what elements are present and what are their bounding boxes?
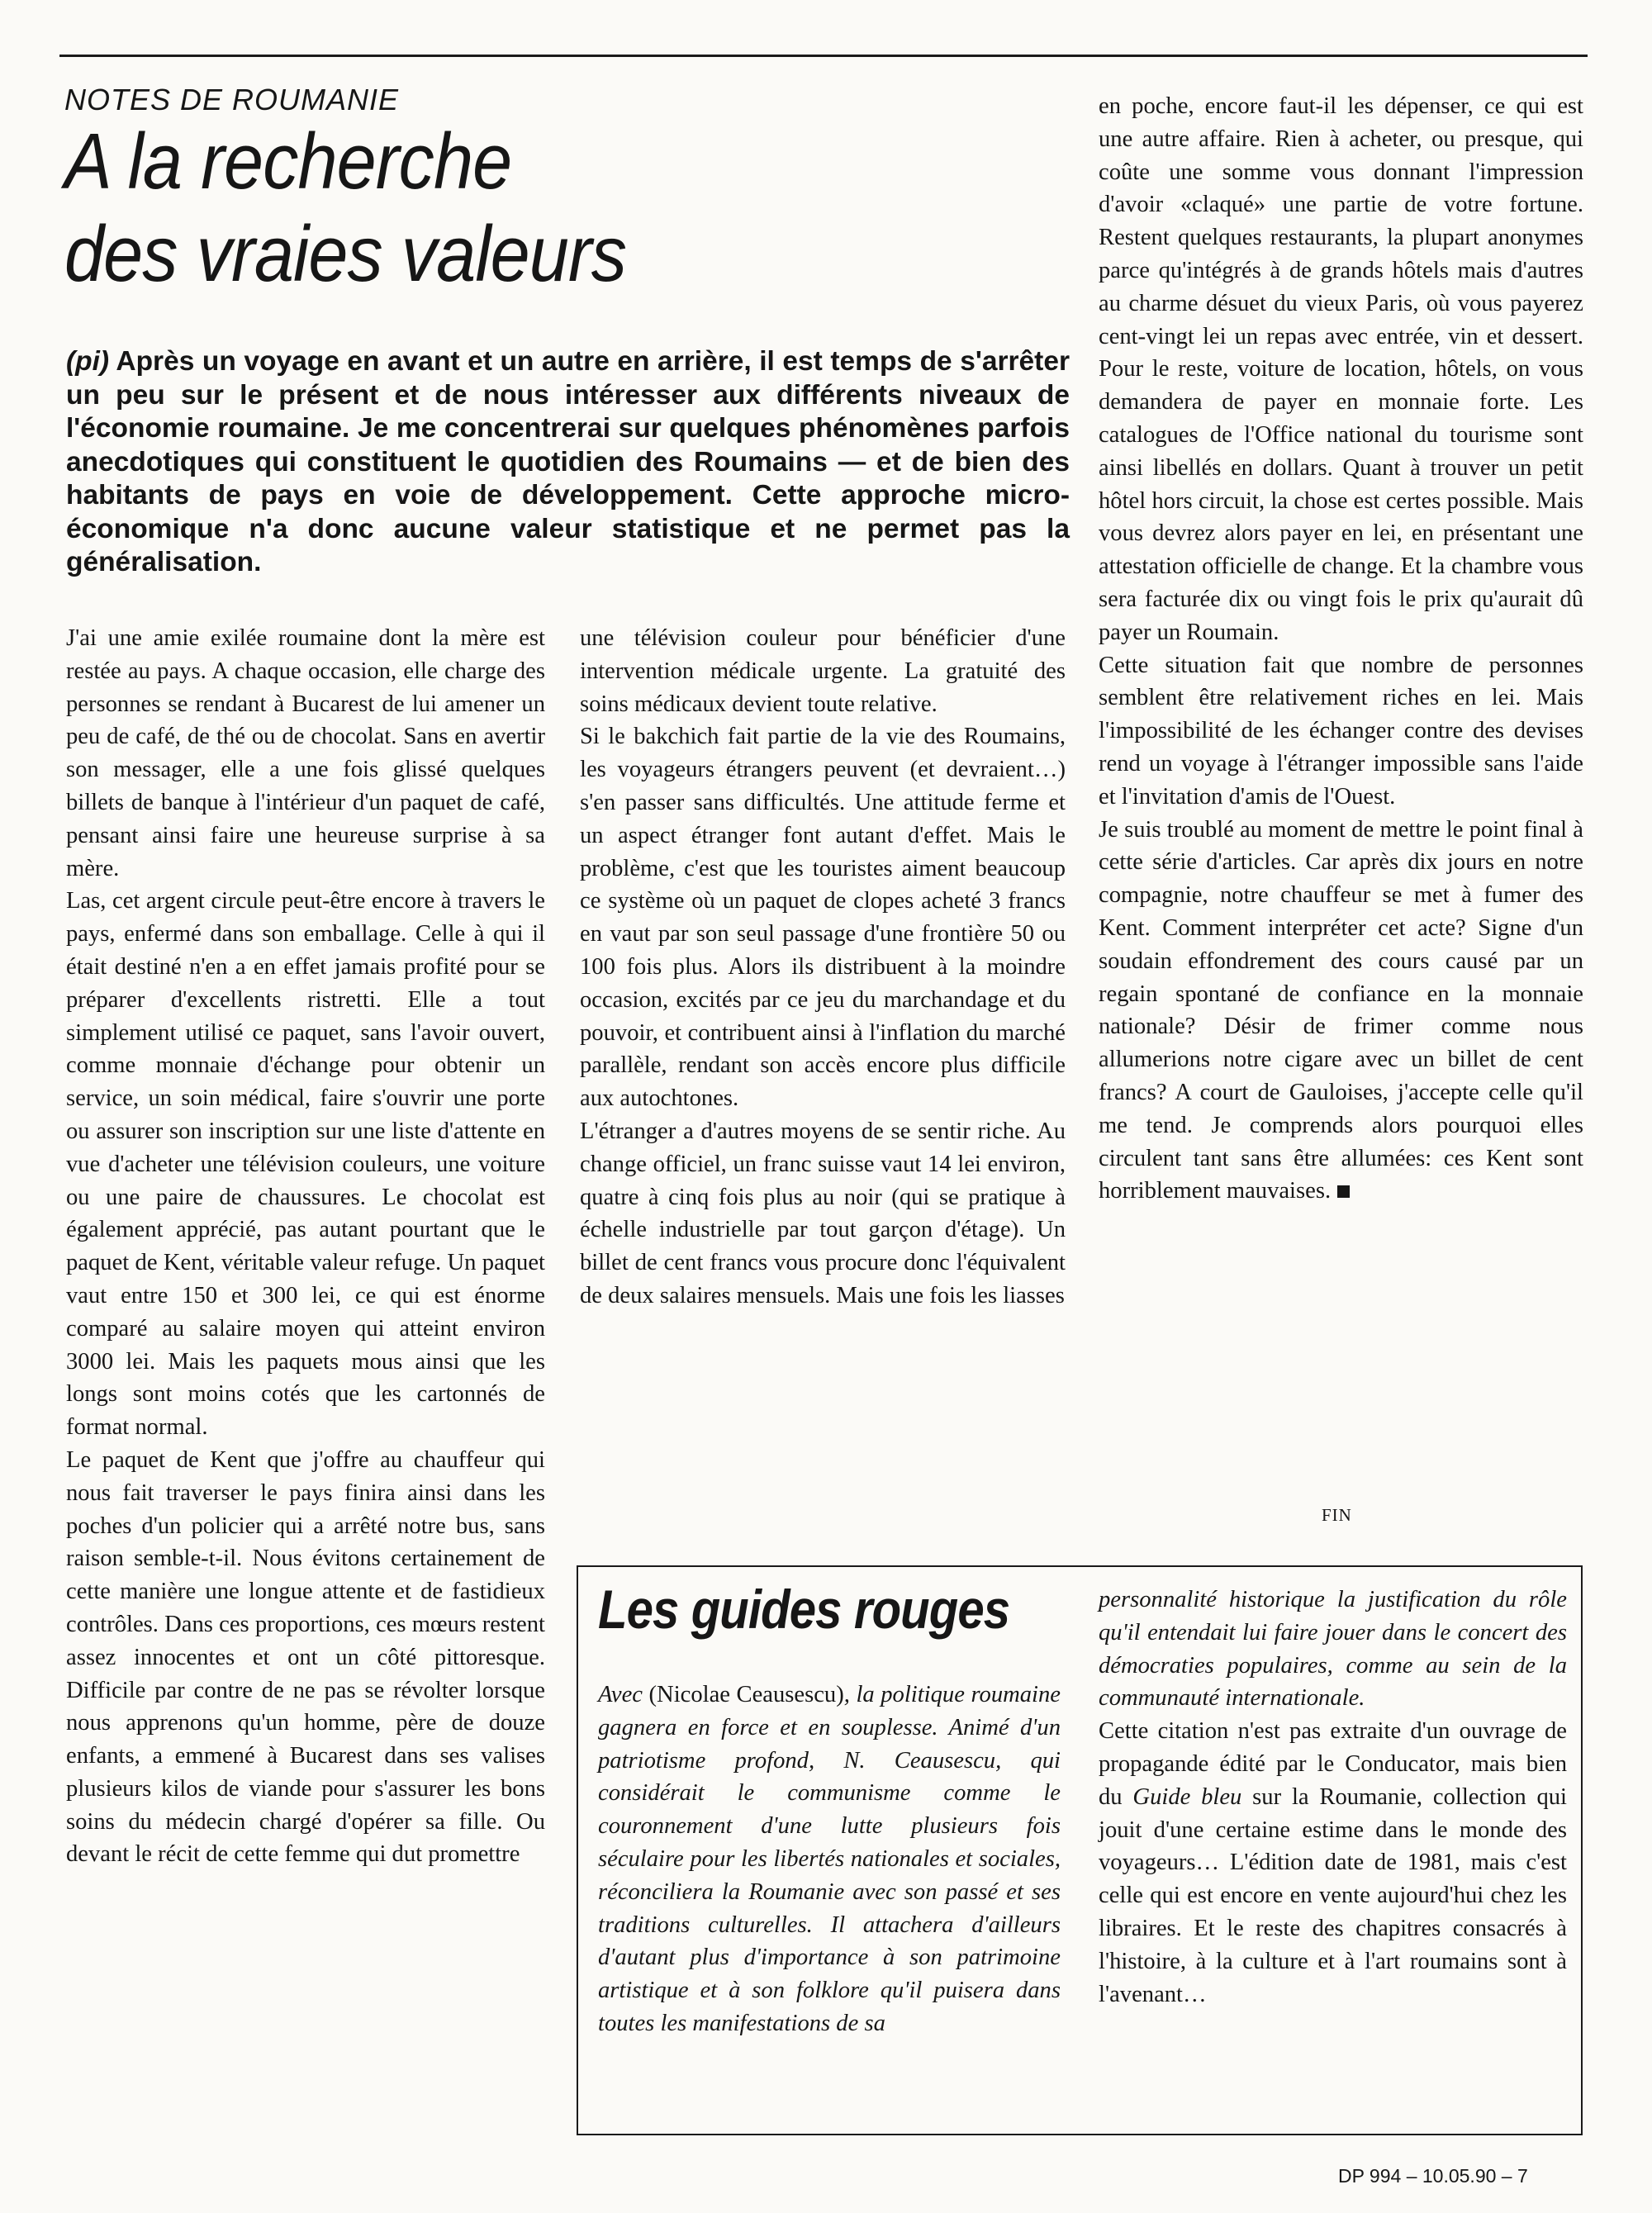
paragraph-final: [1099, 814, 1583, 1209]
page-footer: DP 994 – 10.05.90 – 7: [1338, 2165, 1528, 2187]
quote-intro: Avec: [598, 1682, 649, 1707]
headline-line-1: A la recherche: [64, 117, 512, 206]
paragraph: une télévision couleur pour bénéficier d'une intervention médicale urgente. La gratuité des soins médicaux devient toute relative.: [580, 625, 1066, 717]
quote-name: (Nicolae Ceausescu): [648, 1682, 844, 1707]
sidebar-quote: [598, 1679, 1061, 2040]
article-column-1: [66, 622, 545, 1871]
paragraph: en poche, encore faut-il les dépenser, ce qui est une autre affaire. Rien à acheter, ou presque, qui coûte une somme vous donnant l'impression d'avoir «claqué» une partie de votre fortune. Restent quelques restaurants, la plupart anonymes parce qu'intégrés à de grands hôtels mais d'autres au charme désuet du vieux Paris, où vous payerez cent-vingt lei un repas avec entrée, vin et dessert. Pour le reste, voiture de location, hôtels, on vous demandera de payer en monnaie forte. Les catalogues de l'Office national du tourisme sont ainsi libellés en dollars. Quant à trouver un petit hôtel hors circuit, la chose est certes possible. Mais vous devrez alors payer en lei, en présentant une attestation officielle de change. Et la chambre vous sera facturée dix ou vingt fois le prix qu'aurait dû payer un Roumain.: [1099, 93, 1583, 645]
sidebar-comment: [1099, 1715, 1567, 2011]
quote-body: , la politique roumaine gagnera en force et en souplesse. Animé d'un patriotisme profond, N. Ceausescu, qui considérait le communisme comme le couronnement d'une lutte plusieurs fois séculaire pour les libertés nationales et sociales, réconciliera la Roumanie avec son passé et ses traditions culturelles. Il attachera d'ailleurs d'autant plus d'importance à son patrimoine artistique et à son folklore qu'il puisera dans toutes les manifestations de sa: [598, 1682, 1061, 2036]
paragraph: Las, cet argent circule peut-être encore à travers le pays, enfermé dans son emballage. Celle à qui il était destiné n'en a en effet jamais profité pour se préparer d'excellents ristretti. Elle a tout simplement utilisé ce paquet, sans l'avoir ouvert, comme monnaie d'échange pour obtenir un service, un soin médical, faire s'ouvrir une porte ou assurer son inscription sur une liste d'attente en vue d'acheter une télévision couleurs, une voiture ou une paire de chaussures. Le chocolat est également apprécié, pas autant pourtant que le paquet de Kent, véritable valeur refuge. Un paquet vaut entre 150 et 300 lei, ce qui est énorme comparé au salaire moyen qui atteint environ 3000 lei. Mais les paquets mous ainsi que les longs sont moins cotés que les cartonnés de format normal.: [66, 888, 545, 1441]
paragraph: Si le bakchich fait partie de la vie des Roumains, les voyageurs étrangers peuvent (et devraient…) s'en passer sans difficultés. Une attitude ferme et un aspect étranger font autant d'effet. Mais le problème, c'est que les touristes aiment beaucoup ce système où un paquet de clopes acheté 3 francs en vaut par son seul passage d'une frontière 50 ou 100 fois plus. Alors ils distribuent à la moindre occasion, excités par ce jeu du marchandage et du pouvoir, et contribuent ainsi à l'inflation du marché parallèle, rendant son accès encore plus difficile aux autochtones.: [580, 724, 1066, 1112]
comment-end: sur la Roumanie, collection qui jouit d'une certaine estime dans le monde des voyageurs… L'édition date de 1981, mais c'est celle qui est encore en vente aujourd'hui chez les libraires. Et le reste des chapitres consacrés à l'histoire, à la culture et à l'art roumains sont à l'avenant…: [1099, 1783, 1567, 2007]
fin-label: FIN: [1322, 1505, 1352, 1525]
comment-start: Cette citation n'est pas extraite d'un ouvrage de propagande édité par le Conducator, mais bien du: [1099, 1718, 1567, 1810]
author-tag: (pi): [66, 346, 110, 377]
article-column-3: [1099, 90, 1583, 1208]
end-square-icon: [1337, 1185, 1350, 1198]
paragraph: Le paquet de Kent que j'offre au chauffeur qui nous fait traverser le pays finira ainsi dans les poches d'un policier qui a arrêté notre bus, sans raison semble-t-il. Nous évitons certainement de cette manière une longue attente et de fastidieux contrôles. Dans ces proportions, ces mœurs restent assez innocentes et ont un côté pittoresque. Difficile par contre de ne pas se révolter lorsque nous apprenons qu'un homme, père de douze enfants, a emmené à Bucarest dans ses valises plusieurs kilos de viande pour s'assurer les bons soins du médecin chargé d'opérer sa fille. Ou devant le récit de cette femme qui dut promettre: [66, 1446, 545, 1868]
paragraph: L'étranger a d'autres moyens de se sentir riche. Au change officiel, un franc suisse vaut 14 lei environ, quatre à cinq fois plus au noir (qui se pratique à échelle industrielle par tout garçon d'étage). Un billet de cent francs vous procure donc l'équivalent de deux salaires mensuels. Mais une fois les liasses: [580, 1118, 1066, 1308]
sidebar-column-2: [1099, 1584, 1567, 2011]
quote-continued: personnalité historique la justification du rôle qu'il entendait lui faire jouer dans le concert des démocraties populaires, comme au sein de la communauté internationale.: [1099, 1587, 1567, 1712]
lead-text: Après un voyage en avant et un autre en arrière, il est temps de s'arrêter un peu sur le présent et de nous intéresser aux différents niveaux de l'économie roumaine. Je me concentrerai sur quelques phénomènes parfois anecdotiques qui constituent le quotidien des Roumains — et de bien des habitants de pays en voie de développement. Cette approche micro-économique n'a donc aucune valeur statistique et ne permet pas la généralisation.: [66, 346, 1070, 577]
sidebar-title: Les guides rouges: [598, 1579, 1010, 1640]
guide-title: Guide bleu: [1132, 1783, 1242, 1810]
top-rule: [59, 55, 1588, 57]
lead-paragraph: [66, 345, 1070, 580]
kicker: NOTES DE ROUMANIE: [64, 83, 400, 116]
paragraph: Cette situation fait que nombre de personnes semblent être relativement riches en lei. Mais l'impossibilité de les échanger contre des devises rend un voyage à l'étranger impossible sans l'aide et l'invitation d'amis de l'Ouest.: [1099, 652, 1583, 810]
paragraph: J'ai une amie exilée roumaine dont la mère est restée au pays. A chaque occasion, elle charge des personnes se rendant à Bucarest de lui amener un peu de café, de thé ou de chocolat. Sans en avertir son messager, elle a une fois glissé quelques billets de banque à l'intérieur d'un paquet de café, pensant ainsi faire une heureuse surprise à sa mère.: [66, 625, 545, 881]
headline-line-2: des vraies valeurs: [64, 210, 627, 298]
final-text: Je suis troublé au moment de mettre le point final à cette série d'articles. Car après dix jours en notre compagnie, notre chauffeur se met à fumer des Kent. Comment interpréter cet acte? Signe d'un soudain effondrement des cours causé par un regain spontané de confiance en la monnaie nationale? Désir de frimer comme nous allumerions notre cigare avec un billet de cent francs? A court de Gauloises, j'accepte celle qu'il me tend. Je comprends alors pourquoi elles circulent tant sans être allumées: ces Kent sont horriblement mauvaises.: [1099, 816, 1583, 1204]
headline: [64, 116, 957, 301]
article-column-2: [580, 622, 1066, 1313]
